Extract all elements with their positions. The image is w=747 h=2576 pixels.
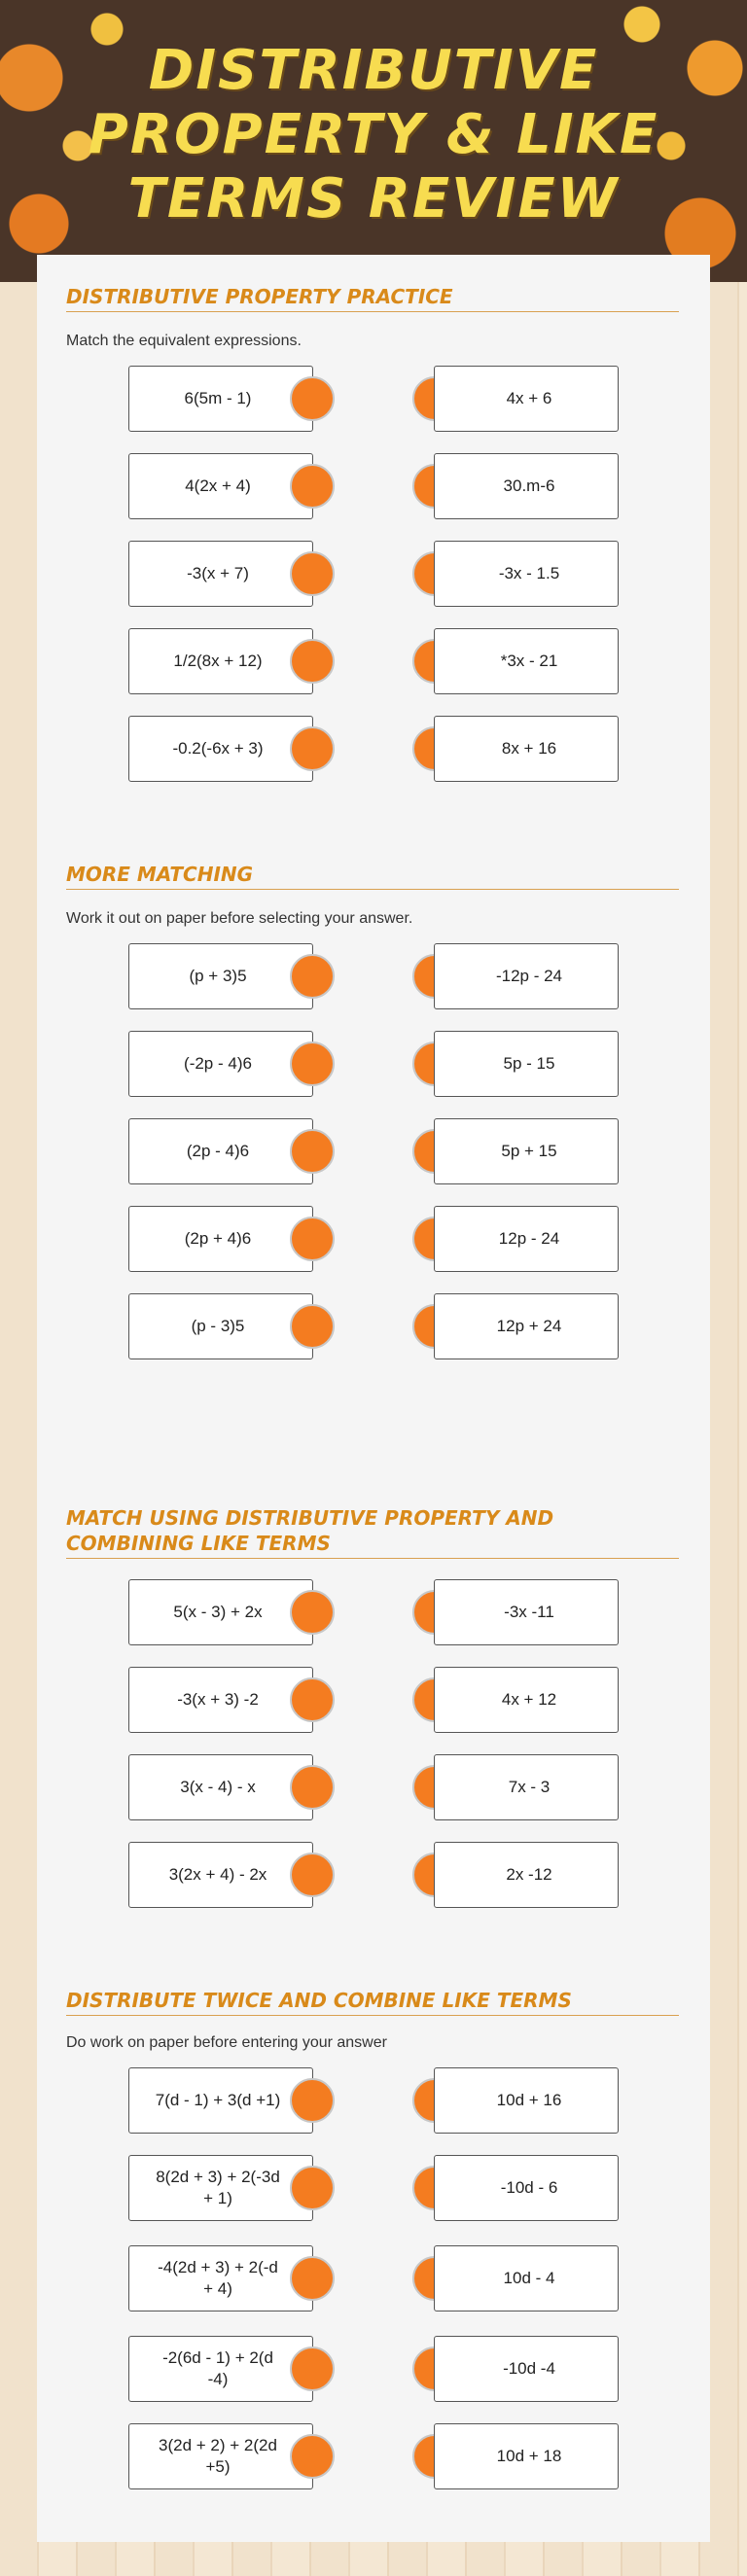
match-connector-dot[interactable] — [290, 2434, 335, 2479]
match-connector-dot[interactable] — [290, 551, 335, 596]
match-right-item[interactable]: *3x - 21 — [434, 628, 619, 694]
match-right-item[interactable]: 10d - 4 — [434, 2245, 619, 2311]
match-connector-dot[interactable] — [290, 2166, 335, 2210]
match-connector-dot[interactable] — [290, 1041, 335, 1086]
match-right-item[interactable]: 10d + 18 — [434, 2423, 619, 2489]
match-left-item[interactable]: (2p + 4)6 — [128, 1206, 313, 1272]
match-left-item[interactable]: -3(x + 7) — [128, 541, 313, 607]
match-right-item[interactable]: 5p + 15 — [434, 1118, 619, 1184]
match-left-item[interactable]: 3(2x + 4) - 2x — [128, 1842, 313, 1908]
match-connector-dot[interactable] — [290, 639, 335, 684]
match-connector-dot[interactable] — [290, 1853, 335, 1897]
match-connector-dot[interactable] — [290, 2256, 335, 2301]
match-connector-dot[interactable] — [290, 2078, 335, 2123]
match-right-item[interactable]: -3x -11 — [434, 1579, 619, 1645]
match-left-item[interactable]: 7(d - 1) + 3(d +1) — [128, 2067, 313, 2134]
match-left-item[interactable]: 1/2(8x + 12) — [128, 628, 313, 694]
match-left-item[interactable]: 8(2d + 3) + 2(-3d + 1) — [128, 2155, 313, 2221]
match-right-item[interactable]: -12p - 24 — [434, 943, 619, 1009]
section-title-4: DISTRIBUTE TWICE AND COMBINE LIKE TERMS — [66, 1988, 679, 2016]
match-connector-dot[interactable] — [290, 954, 335, 999]
match-right-item[interactable]: 2x -12 — [434, 1842, 619, 1908]
match-left-item[interactable]: -4(2d + 3) + 2(-d + 4) — [128, 2245, 313, 2311]
match-left-item[interactable]: (-2p - 4)6 — [128, 1031, 313, 1097]
match-left-item[interactable]: 3(2d + 2) + 2(2d +5) — [128, 2423, 313, 2489]
match-connector-dot[interactable] — [290, 2347, 335, 2391]
match-left-item[interactable]: 6(5m - 1) — [128, 366, 313, 432]
section-title-2: MORE MATCHING — [66, 862, 679, 890]
match-right-item[interactable]: -3x - 1.5 — [434, 541, 619, 607]
match-right-item[interactable]: -10d -4 — [434, 2336, 619, 2402]
match-connector-dot[interactable] — [290, 1677, 335, 1722]
match-connector-dot[interactable] — [290, 1590, 335, 1635]
match-left-item[interactable]: (2p - 4)6 — [128, 1118, 313, 1184]
match-right-item[interactable]: 4x + 6 — [434, 366, 619, 432]
match-right-item[interactable]: 5p - 15 — [434, 1031, 619, 1097]
match-right-item[interactable]: 4x + 12 — [434, 1667, 619, 1733]
section-instructions-4: Do work on paper before entering your answer — [66, 2034, 387, 2051]
match-right-item[interactable]: 10d + 16 — [434, 2067, 619, 2134]
match-left-item[interactable]: (p - 3)5 — [128, 1293, 313, 1359]
match-left-item[interactable]: 5(x - 3) + 2x — [128, 1579, 313, 1645]
section-instructions-1: Match the equivalent expressions. — [66, 333, 302, 349]
section-instructions-2: Work it out on paper before selecting your answer. — [66, 910, 413, 927]
match-right-item[interactable]: 30.m-6 — [434, 453, 619, 519]
match-left-item[interactable]: 4(2x + 4) — [128, 453, 313, 519]
match-left-item[interactable]: -0.2(-6x + 3) — [128, 716, 313, 782]
match-connector-dot[interactable] — [290, 726, 335, 771]
match-right-item[interactable]: 12p - 24 — [434, 1206, 619, 1272]
match-left-item[interactable]: -3(x + 3) -2 — [128, 1667, 313, 1733]
match-connector-dot[interactable] — [290, 376, 335, 421]
match-right-item[interactable]: -10d - 6 — [434, 2155, 619, 2221]
match-connector-dot[interactable] — [290, 1304, 335, 1349]
match-left-item[interactable]: -2(6d - 1) + 2(d -4) — [128, 2336, 313, 2402]
section-title-3: MATCH USING DISTRIBUTIVE PROPERTY AND COMBINING LIKE TERMS — [66, 1505, 679, 1559]
header-banner — [0, 0, 747, 282]
match-right-item[interactable]: 8x + 16 — [434, 716, 619, 782]
section-title-1: DISTRIBUTIVE PROPERTY PRACTICE — [66, 284, 679, 312]
match-connector-dot[interactable] — [290, 464, 335, 509]
match-connector-dot[interactable] — [290, 1129, 335, 1174]
match-right-item[interactable]: 12p + 24 — [434, 1293, 619, 1359]
match-connector-dot[interactable] — [290, 1765, 335, 1810]
match-left-item[interactable]: (p + 3)5 — [128, 943, 313, 1009]
worksheet — [37, 255, 710, 2542]
page-title: DISTRIBUTIVE PROPERTY & LIKE TERMS REVIEW — [88, 39, 659, 230]
match-right-item[interactable]: 7x - 3 — [434, 1754, 619, 1820]
match-left-item[interactable]: 3(x - 4) - x — [128, 1754, 313, 1820]
match-connector-dot[interactable] — [290, 1217, 335, 1261]
